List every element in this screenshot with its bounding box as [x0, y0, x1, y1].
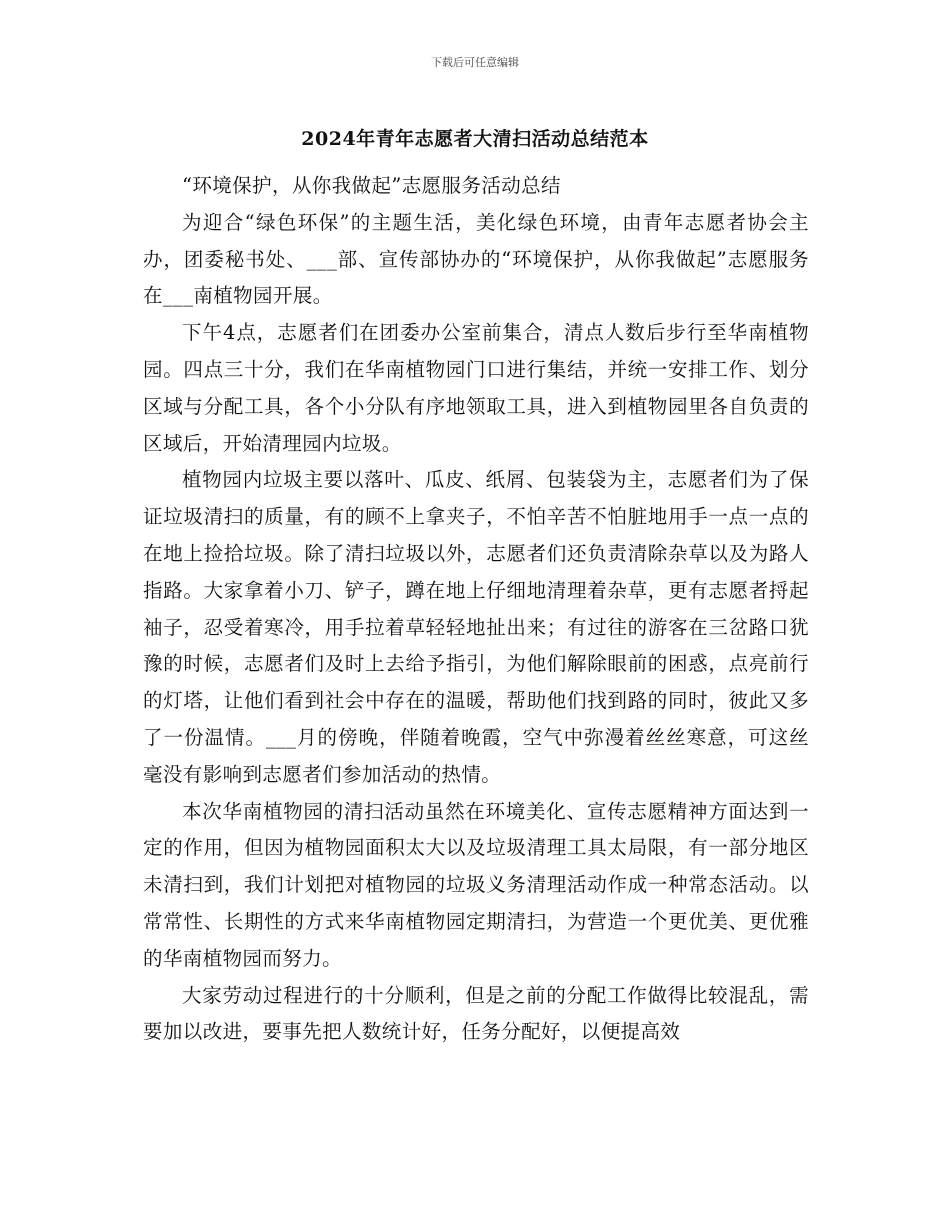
paragraph-gathering: 下午4点，志愿者们在团委办公室前集合，清点人数后步行至华南植物园。四点三十分，我们在华南植物园门口进行集结，并统一安排工作、划分区域与分配工具，各个小分队有序地领取工具，进入到植物园里各自负责的区域后，开始清理园内垃圾。 [143, 321, 809, 455]
document-title: 2024年青年志愿者大清扫活动总结范本 [301, 128, 649, 150]
paragraph-cleanup-details: 植物园内垃圾主要以落叶、瓜皮、纸屑、包装袋为主，志愿者们为了保证垃圾清扫的质量，有的顾不上拿夹子，不怕辛苦不怕脏地用手一点一点的在地上捡拾垃圾。除了清扫垃圾以外，志愿者们还负责清除杂草以及为路人指路。大家拿着小刀、铲子，蹲在地上仔细地清理着杂草，更有志愿者捋起袖子，忍受着寒冷，用手拉着草轻轻地扯出来；有过往的游客在三岔路口犹豫的时候，志愿者们及时上去给予指引，为他们解除眼前的困惑，点亮前行的灯塔，让他们看到社会中存在的温暖，帮助他们找到路的同时，彼此又多了一份温情。___月的傍晚，伴随着晚霞，空气中弥漫着丝丝寒意，可这丝毫没有影响到志愿者们参加活动的热情。 [143, 468, 809, 786]
paragraph-subtitle: “环境保护，从你我做起”志愿服务活动总结 [182, 174, 561, 197]
document-body [143, 168, 809, 1051]
paragraph-evaluation: 本次华南植物园的清扫活动虽然在环境美化、宣传志愿精神方面达到一定的作用，但因为植物园面积太大以及垃圾清理工具太局限，有一部分地区未清扫到，我们计划把对植物园的垃圾义务清理活动作成一种常态活动。以常常性、长期性的方式来华南植物园定期清扫，为营造一个更优美、更优雅的华南植物园而努力。 [143, 799, 809, 970]
paragraph-improvement: 大家劳动过程进行的十分顺利，但是之前的分配工作做得比较混乱，需要加以改进，要事先把人数统计好，任务分配好，以便提高效 [143, 983, 809, 1044]
paragraph-intro: 为迎合“绿色环保”的主题生活，美化绿色环境，由青年志愿者协会主办，团委秘书处、___部、宣传部协办的“环境保护，从你我做起”志愿服务在___南植物园开展。 [143, 210, 809, 308]
page-header: 下载后可任意编辑 [431, 56, 519, 69]
